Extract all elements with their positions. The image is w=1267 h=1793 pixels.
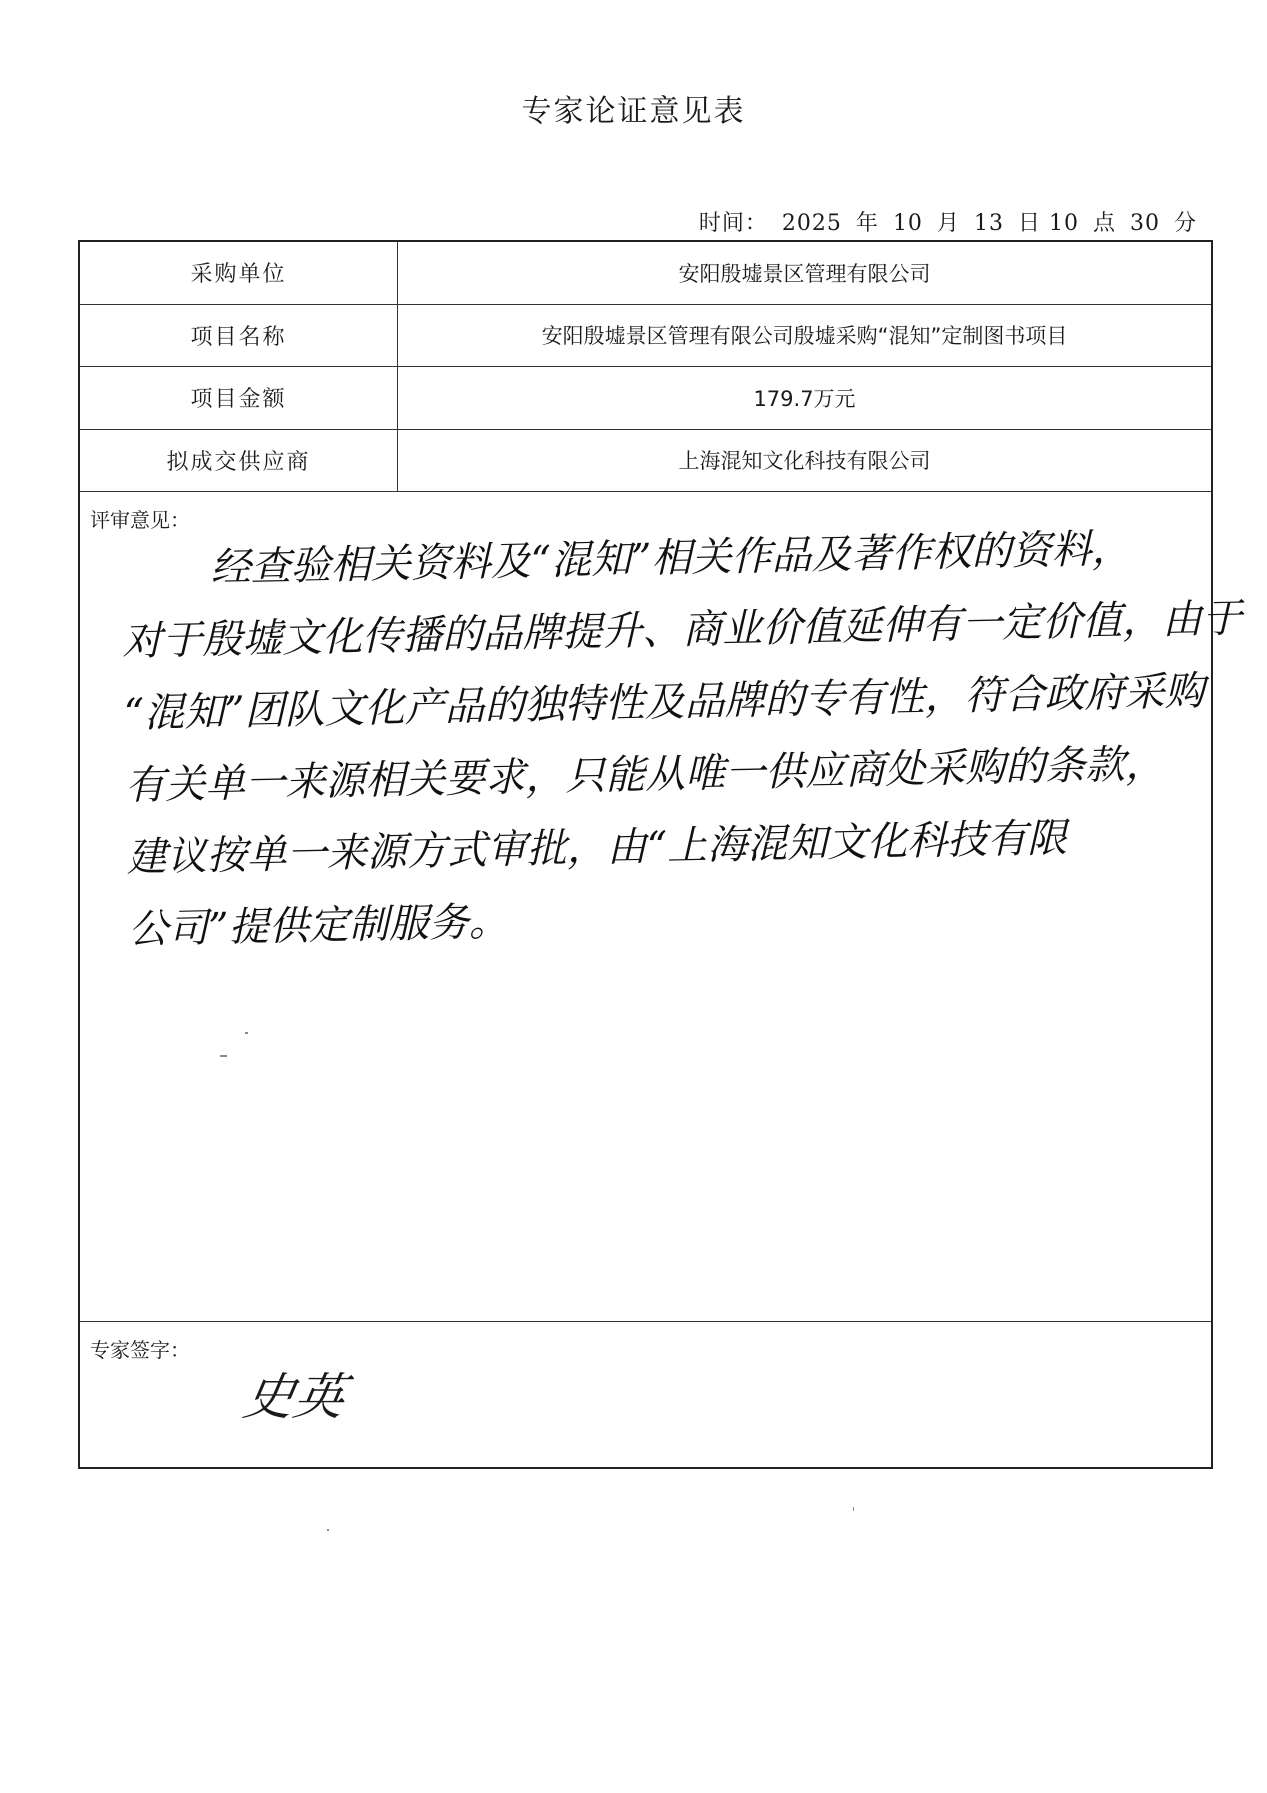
handwritten-signature: 史英 bbox=[239, 1368, 350, 1426]
handwritten-line: 公司”提供定制服务。 bbox=[127, 898, 510, 953]
handwritten-line: 建议按单一来源方式审批，由“上海混知文化科技有限 bbox=[126, 815, 1068, 881]
label-project-name: 项目名称 bbox=[80, 305, 398, 367]
meeting-time bbox=[693, 206, 1197, 237]
time-day-unit: 日 bbox=[1017, 211, 1041, 236]
document-title: 专家论证意见表 bbox=[521, 94, 746, 129]
row-purchaser bbox=[80, 242, 1211, 305]
value-purchaser: 安阳殷墟景区管理有限公司 bbox=[678, 261, 931, 286]
label-proposed-supplier: 拟成交供应商 bbox=[80, 430, 398, 492]
time-month: 10 bbox=[892, 211, 923, 236]
value-project-amount: 179.7万元 bbox=[753, 386, 856, 411]
handwritten-line: 对于殷墟文化传播的品牌提升、商业价值延伸有一定价值，由于 bbox=[121, 595, 1243, 665]
label-purchaser: 采购单位 bbox=[80, 242, 398, 304]
time-day: 13 bbox=[973, 211, 1004, 236]
handwritten-opinion bbox=[120, 511, 1243, 966]
handwritten-line: 有关单一来源相关要求，只能从唯一供应商处采购的条款， bbox=[124, 741, 1166, 809]
handwritten-line: 经查验相关资料及“混知”相关作品及著作权的资料， bbox=[210, 525, 1132, 592]
handwritten-line: “混知”团队文化产品的独特性及品牌的专有性，符合政府采购 bbox=[123, 668, 1205, 737]
time-minute-unit: 分 bbox=[1173, 211, 1197, 236]
row-project-name bbox=[80, 305, 1211, 368]
time-label: 时间： bbox=[698, 211, 768, 236]
value-project-name: 安阳殷墟景区管理有限公司殷墟采购“混知”定制图书项目 bbox=[541, 324, 1068, 349]
expert-signature-section bbox=[80, 1322, 1211, 1467]
row-project-amount bbox=[80, 367, 1211, 430]
scan-speck bbox=[327, 1529, 329, 1531]
expert-signature-label: 专家签字： bbox=[90, 1338, 190, 1362]
opinion-form-table bbox=[78, 240, 1243, 1469]
time-month-unit: 月 bbox=[936, 211, 960, 236]
time-minute: 30 bbox=[1129, 211, 1160, 236]
row-proposed-supplier bbox=[80, 430, 1211, 493]
scan-speck bbox=[220, 1055, 227, 1057]
scan-speck bbox=[245, 1032, 248, 1034]
scan-speck bbox=[853, 1507, 854, 1511]
time-year-unit: 年 bbox=[855, 211, 879, 236]
review-opinion-section bbox=[80, 492, 1243, 1322]
label-project-amount: 项目金额 bbox=[80, 367, 398, 429]
value-proposed-supplier: 上海混知文化科技有限公司 bbox=[678, 449, 931, 474]
review-opinion-label: 评审意见： bbox=[90, 508, 190, 532]
time-year: 2025 bbox=[781, 211, 842, 236]
time-hour-unit: 点 bbox=[1092, 211, 1116, 236]
time-hour: 10 bbox=[1048, 211, 1079, 236]
